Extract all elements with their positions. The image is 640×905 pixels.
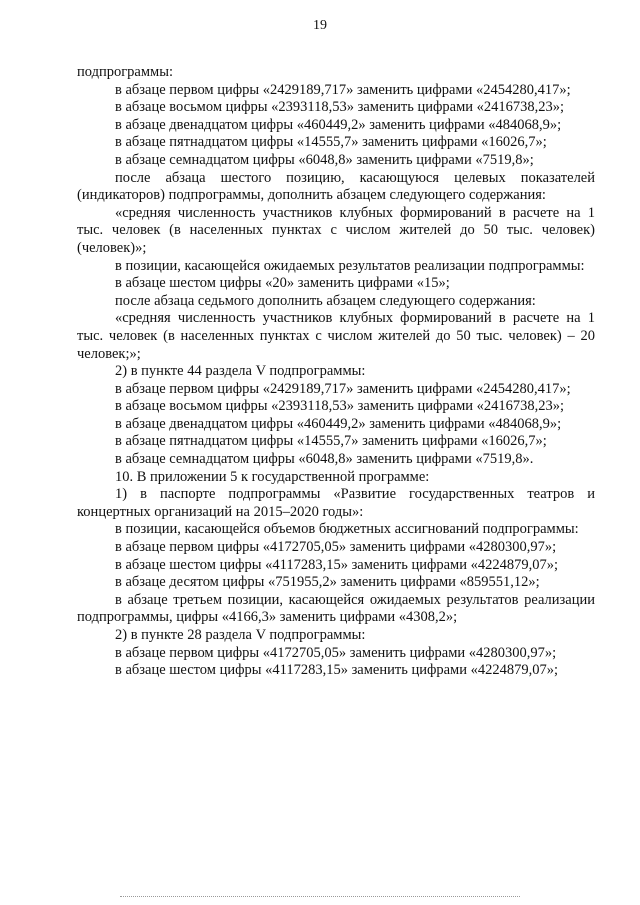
document-body [77,64,595,680]
paragraph: 2) в пункте 28 раздела V подпрограммы: [115,627,366,643]
paragraph: 1) в паспорте подпрограммы «Развитие государственных театров и концертных организаций на 2015–2020 годы»: [77,486,595,520]
paragraph: «средняя численность участников клубных формирований в расчете на 1 тыс. человек (в населенных пунктах с числом жителей до 50 тыс. человек) (человек)»; [77,204,595,256]
paragraph: в абзаце шестом цифры «4117283,15» заменить цифрами «4224879,07»; [115,556,559,573]
paragraph: в абзаце первом цифры «2429189,717» заменить цифрами «2454280,417»; [115,81,571,98]
page-number: 19 [313,18,327,33]
paragraph: 10. В приложении 5 к государственной программе: [115,468,430,485]
paragraph: в абзаце первом цифры «4172705,05» заменить цифрами «4280300,97»; [115,644,557,661]
paragraph: 2) в пункте 44 раздела V подпрограммы: [115,363,366,380]
paragraph: в абзаце восьмом цифры «2393118,53» заменить цифрами «2416738,23»; [115,398,565,415]
paragraph: в абзаце первом цифры «2429189,717» заменить цифрами «2454280,417»; [115,380,571,397]
paragraph: в абзаце третьем позиции, касающейся ожидаемых результатов реализации подпрограммы, цифры «4166,3» заменить цифрами «4308,2»; [77,591,595,626]
paragraph: в абзаце первом цифры «4172705,05» заменить цифрами «4280300,97»; [115,539,557,556]
paragraph: в абзаце пятнадцатом цифры «14555,7» заменить цифрами «16026,7»; [115,433,547,450]
paragraph: «средняя численность участников клубных формирований в расчете на 1 тыс. человек (в населенных пунктах с числом жителей до 50 тыс. человек) – 20 человек;»; [77,310,595,362]
paragraph: в абзаце шестом цифры «4117283,15» заменить цифрами «4224879,07»; [115,662,559,679]
paragraph: в абзаце двенадцатом цифры «460449,2» заменить цифрами «484068,9»; [115,415,562,432]
paragraph: в абзаце семнадцатом цифры «6048,8» заменить цифрами «7519,8». [115,451,534,468]
paragraph: в абзаце восьмом цифры «2393118,53» заменить цифрами «2416738,23»; [115,99,565,116]
paragraph: в абзаце двенадцатом цифры «460449,2» заменить цифрами «484068,9»; [115,116,562,133]
paragraph: после абзаца седьмого дополнить абзацем следующего содержания: [115,292,536,309]
paragraph: в позиции, касающейся объемов бюджетных ассигнований подпрограммы: [115,521,579,538]
paragraph: в абзаце семнадцатом цифры «6048,8» заменить цифрами «7519,8»; [115,151,534,168]
paragraph: в абзаце пятнадцатом цифры «14555,7» заменить цифрами «16026,7»; [115,134,547,151]
paragraph: в позиции, касающейся ожидаемых результатов реализации подпрограммы: [115,257,585,274]
paragraph: в абзаце шестом цифры «20» заменить цифрами «15»; [115,275,450,292]
page-bottom-rule [120,896,520,897]
paragraph: в абзаце десятом цифры «751955,2» заменить цифрами «859551,12»; [115,574,540,591]
paragraph: после абзаца шестого позицию, касающуюся целевых показателей (индикаторов) подпрограммы, дополнить абзацем следующего содержания: [77,169,595,204]
paragraph: подпрограммы: [77,64,173,80]
